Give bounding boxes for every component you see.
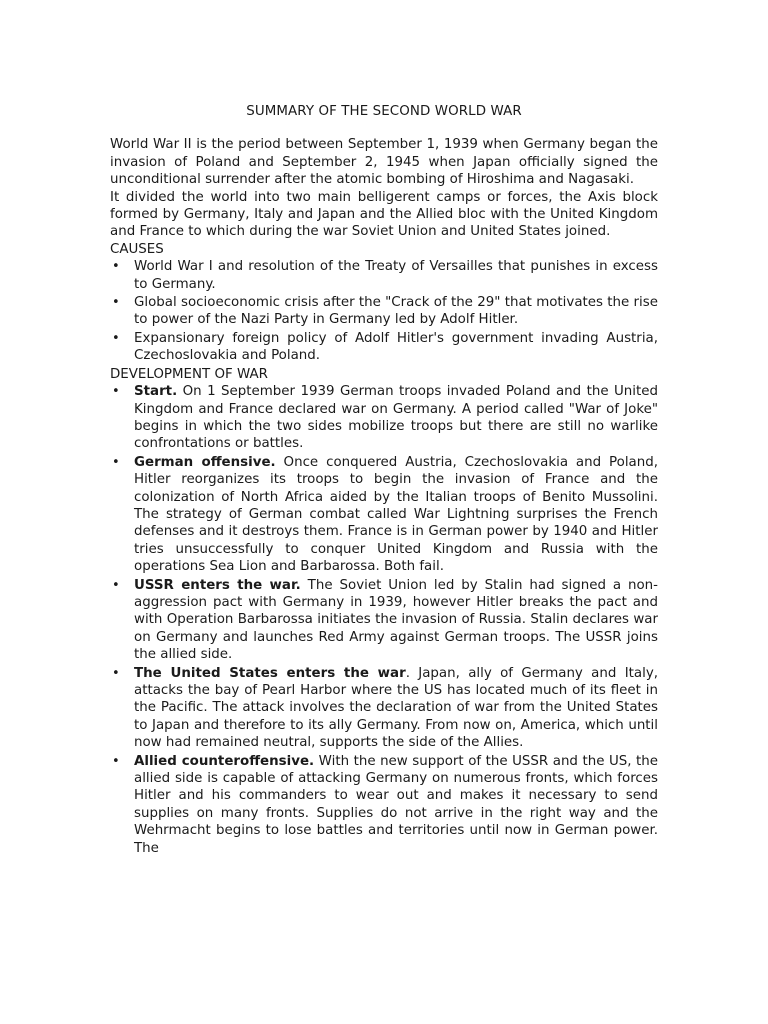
bullet-icon: •	[112, 577, 120, 593]
development-heading: DEVELOPMENT OF WAR	[110, 366, 268, 382]
list-item	[110, 665, 658, 752]
bullet-icon: •	[112, 259, 120, 275]
item-lead: USSR enters the war.	[134, 577, 301, 593]
item-lead: The United States enters the war	[134, 665, 406, 681]
intro-paragraph-1: World War II is the period between September 1, 1939 when Germany began the invasion of Poland and September 2, 1945 when Japan officially signed the unconditional surrender after the atomic bombing of Hiroshima and Nagasaki.	[110, 137, 658, 188]
causes-list	[110, 258, 658, 364]
list-item	[110, 454, 658, 576]
intro-paragraph-2: It divided the world into two main belligerent camps or forces, the Axis block formed by Germany, Italy and Japan and the Allied bloc with the United Kingdom and France to which during the war Soviet Union and United States joined.	[110, 189, 658, 240]
document-page	[110, 103, 658, 858]
item-text: Once conquered Austria, Czechoslovakia and Poland, Hitler reorganizes its troops to begin the invasion of France and the colonization of North Africa aided by the Italian troops of Benito Mussolini. The strategy of German combat called War Lightning surprises the French defenses and it destroys them. France is in German power by 1940 and Hitler tries unsuccessfully to conquer United Kingdom and Russia with the operations Sea Lion and Barbarossa. Both fail.	[134, 454, 658, 575]
item-lead: German offensive.	[134, 454, 276, 470]
cause-text: Expansionary foreign policy of Adolf Hitler's government invading Austria, Czechoslovakia and Poland.	[134, 330, 658, 364]
item-text: The Soviet Union led by Stalin had signed a non-aggression pact with Germany in 1939, however Hitler breaks the pact and with Operation Barbarossa initiates the invasion of Russia. Stalin declares war on Germany and launches Red Army against German troops. The USSR joins the allied side.	[134, 577, 659, 663]
cause-text: World War I and resolution of the Treaty of Versailles that punishes in excess to Germany.	[134, 259, 658, 292]
list-item	[110, 258, 658, 293]
cause-text: Global socioeconomic crisis after the "Crack of the 29" that motivates the rise to power of the Nazi Party in Germany led by Adolf Hitler.	[134, 295, 658, 328]
list-item	[110, 294, 658, 329]
development-list	[110, 383, 658, 857]
bullet-icon: •	[112, 295, 120, 311]
item-lead: Allied counteroffensive.	[134, 753, 315, 769]
bullet-icon: •	[112, 454, 120, 470]
list-item	[110, 330, 658, 365]
item-text: With the new support of the USSR and the US, the allied side is capable of attacking Germany on numerous fronts, which forces Hitler and his commanders to wear out and makes it necessary to send supplies on many fronts. Supplies do not arrive in the right way and the Wehrmacht begins to lose battles and territories until now in German power. The	[134, 753, 658, 856]
item-lead: Start.	[134, 384, 178, 400]
list-item	[110, 383, 658, 453]
causes-heading: CAUSES	[110, 241, 164, 257]
bullet-icon: •	[112, 384, 120, 400]
list-item	[110, 577, 658, 664]
bullet-icon: •	[112, 753, 120, 769]
document-title: SUMMARY OF THE SECOND WORLD WAR	[246, 104, 522, 119]
bullet-icon: •	[112, 330, 120, 346]
item-text: . Japan, ally of Germany and Italy, attacks the bay of Pearl Harbor where the US has located much of its fleet in the Pacific. The attack involves the declaration of war from the United States to Japan and therefore to its ally Germany. From now on, America, which until now had remained neutral, supports the side of the Allies.	[134, 665, 659, 751]
list-item	[110, 753, 658, 857]
bullet-icon: •	[112, 665, 120, 681]
item-text: On 1 September 1939 German troops invaded Poland and the United Kingdom and France declared war on Germany. A period called "War of Joke" begins in which the two sides mobilize troops but there are still no warlike confrontations or battles.	[134, 384, 658, 452]
